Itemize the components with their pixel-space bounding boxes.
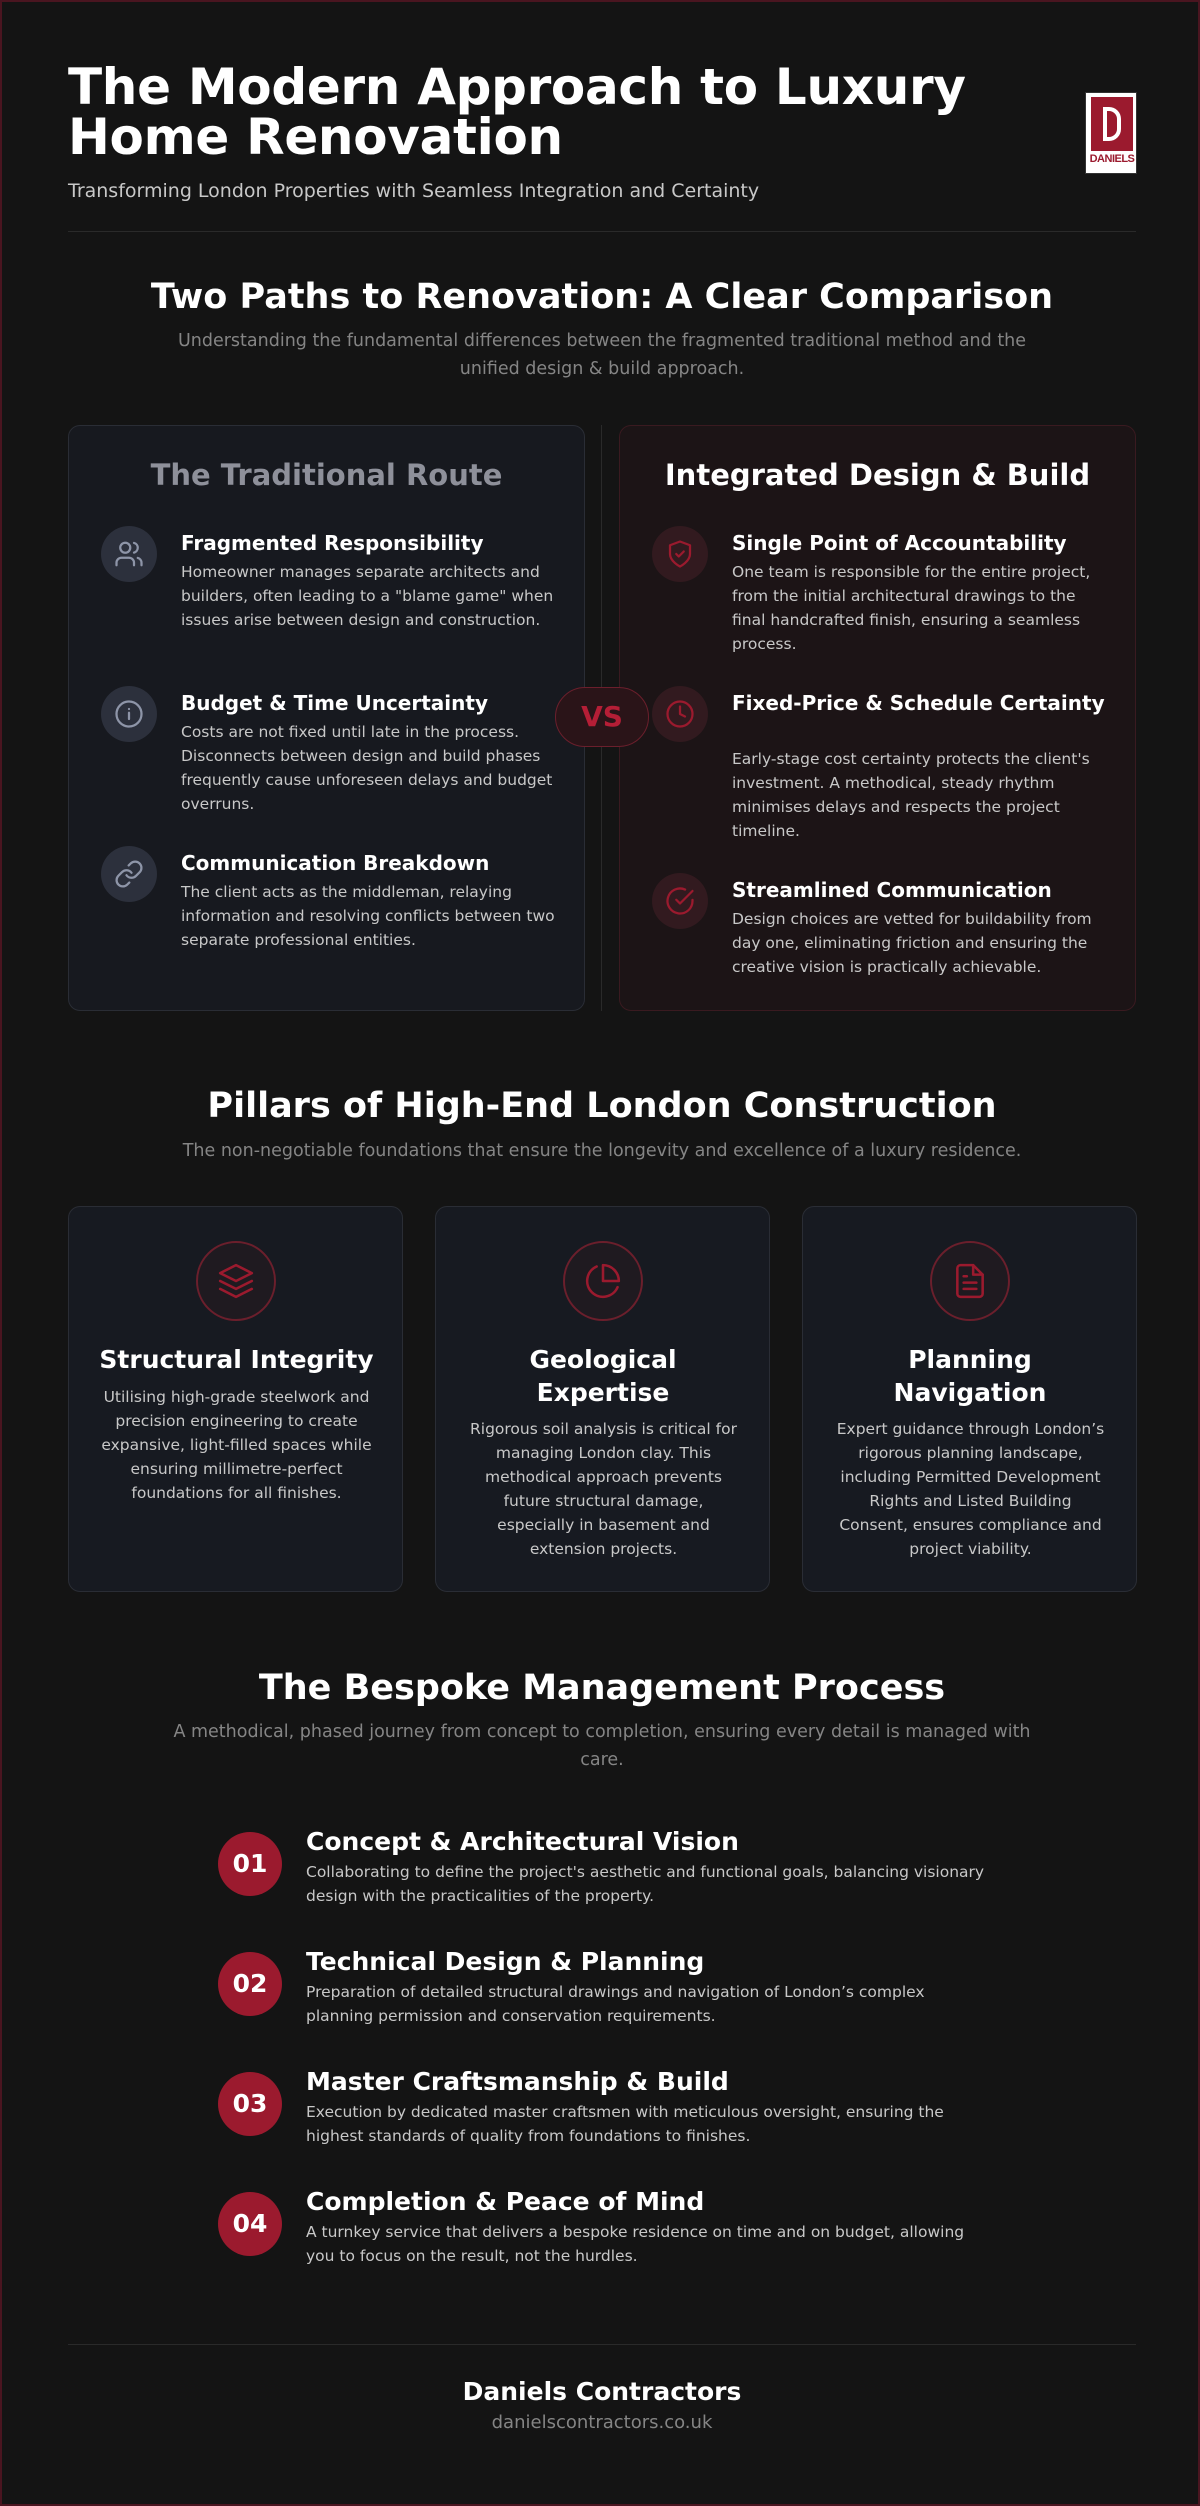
header-divider	[68, 231, 1136, 232]
layers-icon	[196, 1241, 276, 1321]
users-icon	[101, 526, 157, 582]
pillar-title: Structural Integrity	[99, 1345, 374, 1374]
link-icon	[101, 846, 157, 902]
step-title: Concept & Architectural Vision	[306, 1827, 739, 1856]
step-number-badge: 03	[218, 2072, 282, 2136]
footer-website-link[interactable]: danielscontractors.co.uk	[491, 2412, 713, 2433]
step-text: Collaborating to define the project's aesthetic and functional goals, balancing visionary design with the practicalities of the property.	[306, 1863, 985, 1905]
pillars-title: Pillars of High-End London Construction	[207, 1086, 997, 1126]
integrated-item-text: Early-stage cost certainty protects the client's investment. A methodical, steady rhythm minimises delays and respects the project timeline.	[732, 750, 1090, 840]
pillar-card-geological	[435, 1206, 770, 1592]
logo-text: DANIELS	[1089, 153, 1135, 165]
pillar-title: Geological Expertise	[529, 1345, 677, 1407]
step-title: Completion & Peace of Mind	[306, 2187, 705, 2216]
pillar-card-structural	[68, 1206, 403, 1592]
integrated-item-title: Streamlined Communication	[732, 878, 1052, 902]
vs-badge: VS	[555, 687, 649, 747]
traditional-item-title: Fragmented Responsibility	[181, 531, 484, 555]
traditional-item-text: Homeowner manages separate architects and builders, often leading to a "blame game" when issues arise between design and construction.	[181, 563, 554, 629]
integrated-heading: Integrated Design & Build	[664, 458, 1091, 492]
traditional-item-text: The client acts as the middleman, relaying information and resolving conflicts between two separate professional entities.	[181, 883, 555, 949]
process-subtitle: A methodical, phased journey from concept to completion, ensuring every detail is managed with care.	[173, 1722, 1031, 1770]
process-title: The Bespoke Management Process	[258, 1668, 946, 1708]
step-text: A turnkey service that delivers a bespoke residence on time and on budget, allowing you to focus on the result, not the hurdles.	[306, 2223, 965, 2265]
step-title: Master Craftsmanship & Build	[306, 2067, 729, 2096]
step-text: Execution by dedicated master craftsmen with meticulous oversight, ensuring the highest standards of quality from foundations to finishes.	[306, 2103, 944, 2145]
comparison-title: Two Paths to Renovation: A Clear Comparison	[150, 277, 1054, 317]
traditional-item-title: Communication Breakdown	[181, 851, 490, 875]
company-logo	[1085, 92, 1137, 174]
step-number-badge: 02	[218, 1952, 282, 2016]
comparison-subtitle: Understanding the fundamental differences between the fragmented traditional method and the unified design & build approach.	[177, 331, 1027, 379]
page-title: The Modern Approach to Luxury Home Renovation	[68, 58, 966, 166]
step-number-badge: 01	[218, 1832, 282, 1896]
pillar-card-planning	[802, 1206, 1137, 1592]
check-circle-icon	[652, 873, 708, 929]
integrated-item-text: One team is responsible for the entire project, from the initial architectural drawings to the final handcrafted finish, ensuring a seamless process.	[732, 563, 1091, 653]
page-subtitle: Transforming London Properties with Seamless Integration and Certainty	[68, 180, 760, 202]
document-icon	[930, 1241, 1010, 1321]
step-title: Technical Design & Planning	[306, 1947, 705, 1976]
integrated-item-title: Single Point of Accountability	[732, 531, 1067, 555]
step-number-badge: 04	[218, 2192, 282, 2256]
integrated-item-text: Design choices are vetted for buildability from day one, eliminating friction and ensuring the creative vision is practically achievable.	[732, 910, 1092, 976]
footer-company-name: Daniels Contractors	[462, 2377, 742, 2406]
pillar-text: Utilising high-grade steelwork and precision engineering to create expansive, light-filled spaces while ensuring millimetre-perfect foundations for all finishes.	[101, 1388, 372, 1502]
traditional-route-heading: The Traditional Route	[150, 458, 503, 492]
footer-divider	[68, 2344, 1136, 2345]
pillar-text: Rigorous soil analysis is critical for managing London clay. This methodical approach prevents future structural damage, especially in basement and extension projects.	[470, 1420, 737, 1558]
pillars-subtitle: The non-negotiable foundations that ensure the longevity and excellence of a luxury residence.	[182, 1141, 1022, 1161]
integrated-design-build-card	[619, 425, 1136, 1011]
step-text: Preparation of detailed structural drawings and navigation of London’s complex planning permission and conservation requirements.	[306, 1983, 925, 2025]
shield-check-icon	[652, 526, 708, 582]
pillar-title: Planning Navigation	[893, 1345, 1047, 1407]
integrated-item-title: Fixed-Price & Schedule Certainty	[732, 691, 1105, 715]
page-header	[68, 58, 1136, 202]
pillar-text: Expert guidance through London’s rigorous planning landscape, including Permitted Development Rights and Listed Building Consent, ensures compliance and project viability.	[836, 1420, 1105, 1558]
clock-icon	[652, 686, 708, 742]
logo-d-mark-icon	[1091, 97, 1133, 151]
traditional-item-text: Costs are not fixed until late in the process. Disconnects between design and build phases frequently cause unforeseen delays and budget overruns.	[181, 723, 553, 813]
traditional-route-card	[68, 425, 585, 1011]
info-icon	[101, 686, 157, 742]
traditional-item-title: Budget & Time Uncertainty	[181, 691, 488, 715]
pie-chart-icon	[563, 1241, 643, 1321]
